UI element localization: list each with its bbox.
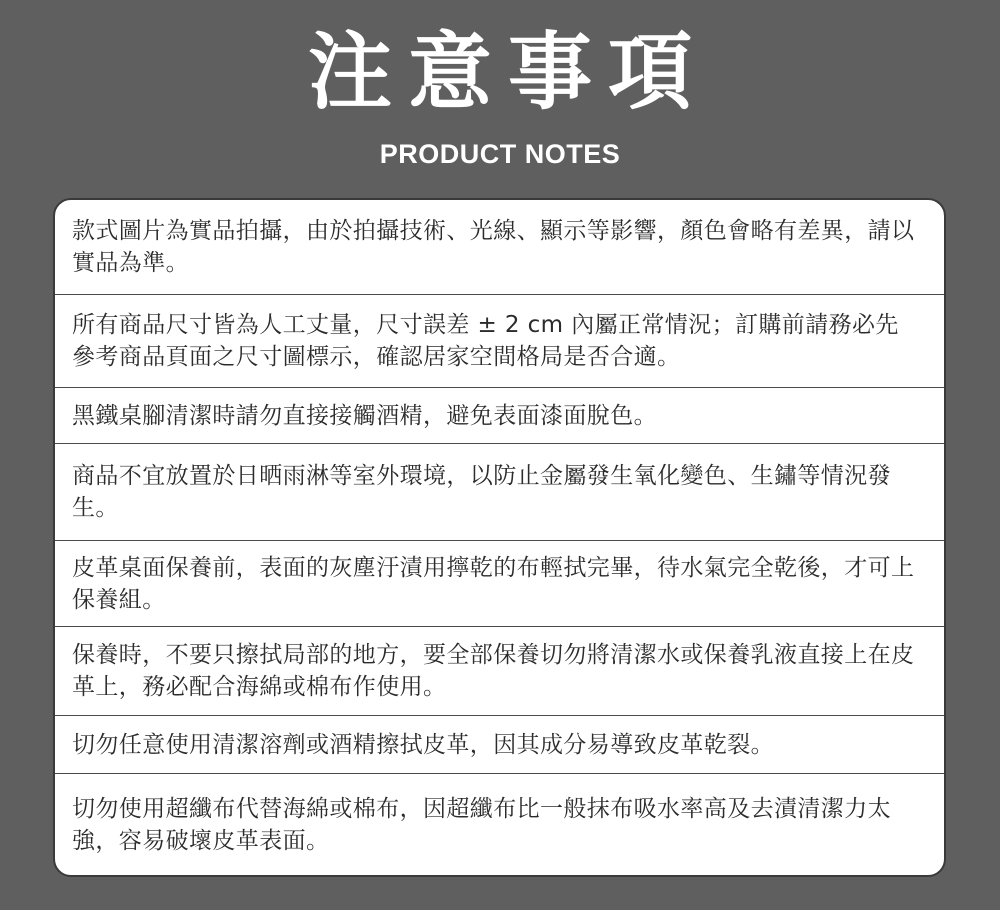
note-item [55, 541, 944, 627]
page-subtitle: PRODUCT NOTES [379, 139, 621, 169]
note-text: 保養時，不要只擦拭局部的地方，要全部保養切勿將清潔水或保養乳液直接上在皮革上，務必配合海綿或棉布作使用。 [72, 642, 915, 700]
note-text: 切勿使用超纖布代替海綿或棉布，因超纖布比一般抹布吸水率高及去漬清潔力太強，容易破壞皮革表面。 [72, 795, 891, 854]
note-item [55, 295, 944, 388]
note-item [55, 388, 944, 444]
note-item [55, 200, 944, 295]
note-text: 皮革桌面保養前，表面的灰塵汙漬用擰乾的布輕拭完畢，待水氣完全乾後，才可上保養組。 [72, 554, 915, 613]
page-title: 注意事項 [307, 23, 708, 121]
note-item [55, 444, 944, 541]
note-item [55, 627, 944, 716]
notes-card [53, 198, 946, 877]
note-text: 商品不宜放置於日晒雨淋等室外環境，以防止金屬發生氧化變色、生鏽等情況發生。 [72, 463, 891, 521]
note-item [55, 774, 944, 875]
note-text: 款式圖片為實品拍攝，由於拍攝技術、光線、顯示等影響，顏色會略有差異，請以實品為準。 [72, 218, 915, 276]
note-text: 黑鐵桌腳清潔時請勿直接接觸酒精，避免表面漆面脫色。 [72, 402, 657, 429]
note-item [55, 716, 944, 774]
note-text: 所有商品尺寸皆為人工丈量，尺寸誤差 ± 2 cm 內屬正常情況；訂購前請務必先參考商品頁面之尺寸圖標示，確認居家空間格局是否合適。 [72, 312, 899, 370]
note-text: 切勿任意使用清潔溶劑或酒精擦拭皮革，因其成分易導致皮革乾裂。 [72, 731, 774, 758]
